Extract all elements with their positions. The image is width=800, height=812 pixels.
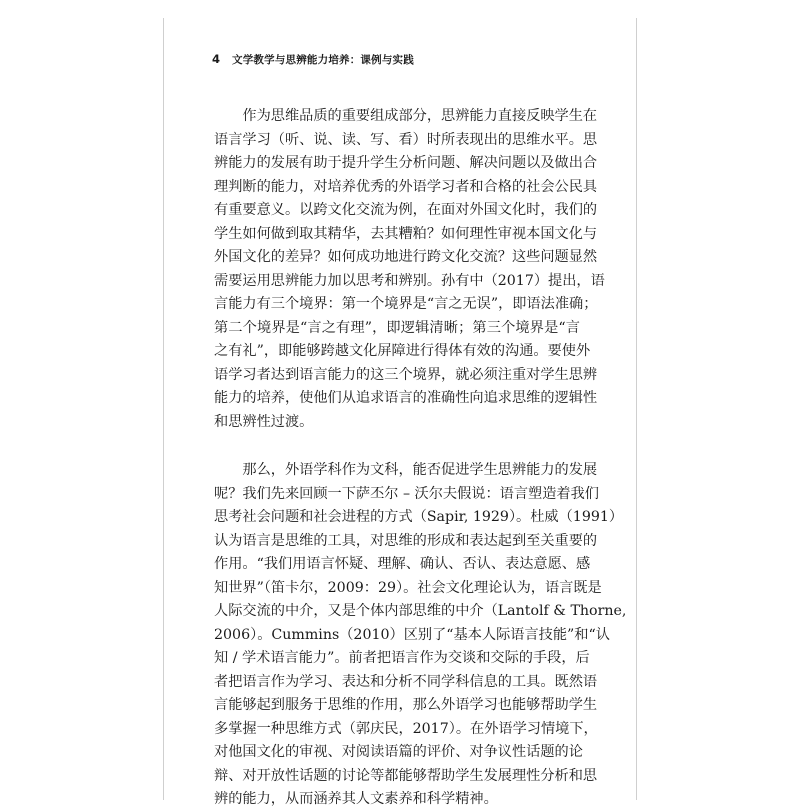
text-line: 那么，外语学科作为文科，能否促进学生思辨能力的发展 (214, 462, 598, 478)
text-line: 理判断的能力，对培养优秀的外语学习者和合格的社会公民具 (214, 178, 598, 195)
text-line: 第二个境界是“言之有理”，即逻辑清晰；第三个境界是“言 (214, 319, 580, 336)
text-line: 多掌握一种思维方式（郭庆民，2017）。在外语学习情境下， (214, 720, 598, 737)
paragraph (214, 105, 605, 434)
text-line: 作为思维品质的重要组成部分，思辨能力直接反映学生在 (214, 108, 598, 124)
text-line: 2006）。Cummins（2010）区别了“基本人际语言技能”和“认 (214, 626, 610, 643)
book-page (163, 18, 637, 807)
text-line: 知 / 学术语言能力”。前者把语言作为交谈和交际的手段，后 (214, 650, 590, 666)
text-line: 和思辨性过渡。 (214, 413, 314, 430)
text-line: 知世界”（笛卡尔，2009：29）。社会文化理论认为，语言既是 (214, 579, 602, 596)
text-line: 人际交流的中介，又是个体内部思维的中介（Lantolf & Thorne, (214, 603, 627, 619)
text-line: 学生如何做到取其精华，去其糟粕？如何理性审视本国文化与 (214, 225, 598, 242)
paragraph-gap (214, 434, 580, 459)
text-line: 言能力有三个境界：第一个境界是“言之无误”，即语法准确； (214, 296, 598, 312)
text-line: 作用。“我们用语言怀疑、理解、确认、否认、表达意愿、感 (214, 556, 591, 572)
text-line: 有重要意义。以跨文化交流为例，在面对外国文化时，我们的 (214, 202, 598, 218)
text-line: 对他国文化的审视、对阅读语篇的评价、对争议性话题的论 (214, 744, 583, 760)
text-line: 辨的能力，从而涵养其人文素养和科学精神。 (214, 791, 498, 807)
text-line: 思考社会问题和社会进程的方式（Sapir, 1929）。杜威（1991） (214, 509, 624, 525)
text-line: 认为语言是思维的工具，对思维的形成和表达起到至关重要的 (214, 532, 598, 549)
text-line: 辨能力的发展有助于提升学生分析问题、解决问题以及做出合 (214, 155, 598, 171)
text-line: 需要运用思辨能力加以思考和辨别。孙有中（2017）提出，语 (214, 272, 605, 289)
text-line: 言能够起到服务于思维的作用，那么外语学习也能够帮助学生 (214, 697, 598, 713)
running-head (212, 48, 414, 67)
page-number: 4 (212, 52, 221, 66)
running-title: 文学教学与思辨能力培养：课例与实践 (232, 54, 414, 66)
paragraph (214, 459, 627, 812)
text-line: 语学习者达到语言能力的这三个境界，就必须注重对学生思辨 (214, 366, 598, 383)
text-line: 辩、对开放性话题的讨论等都能够帮助学生发展理性分析和思 (214, 767, 598, 784)
text-line: 外国文化的差异？如何成功地进行跨文化交流？这些问题显然 (214, 249, 598, 265)
text-line: 语言学习（听、说、读、写、看）时所表现出的思维水平。思 (214, 131, 598, 148)
text-line: 能力的培养，使他们从追求语言的准确性向追求思维的逻辑性 (214, 390, 598, 406)
body-text (214, 105, 627, 812)
text-line: 者把语言作为学习、表达和分析不同学科信息的工具。既然语 (214, 673, 598, 690)
text-line: 呢？我们先来回顾一下萨丕尔 – 沃尔夫假说：语言塑造着我们 (214, 485, 599, 502)
text-line: 之有礼”，即能够跨越文化屏障进行得体有效的沟通。要使外 (214, 343, 591, 359)
